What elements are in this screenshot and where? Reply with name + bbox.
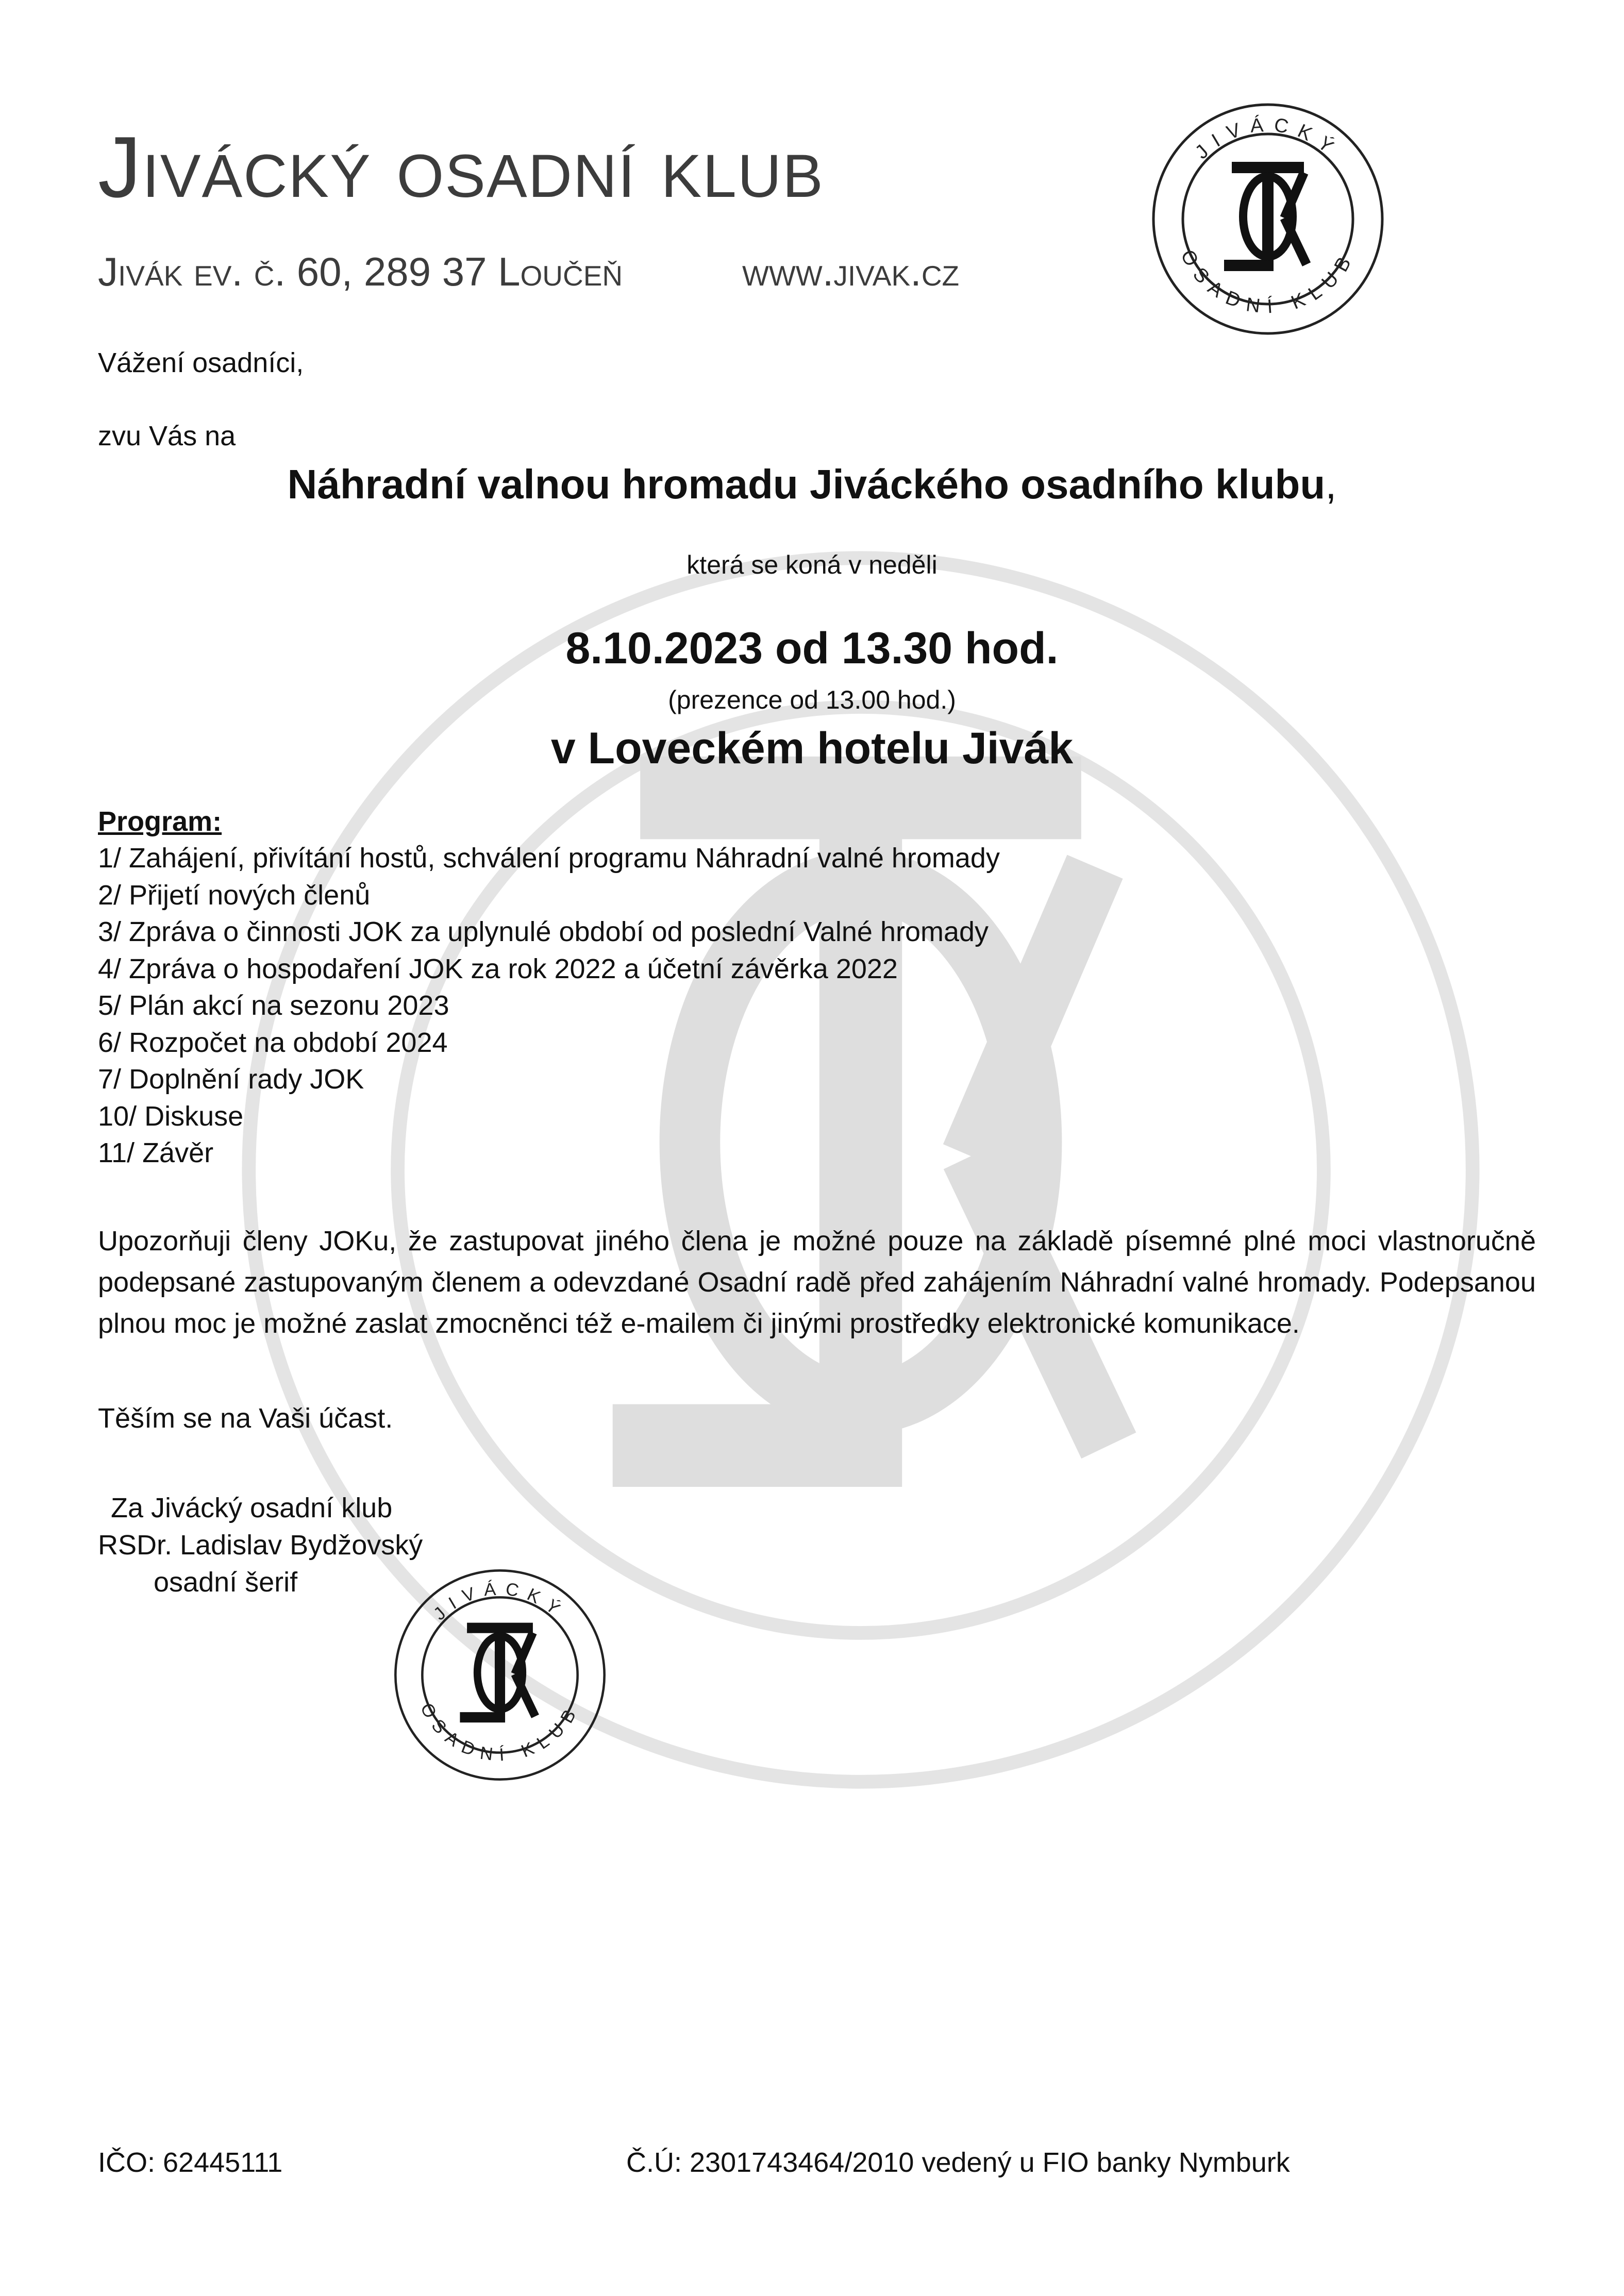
closing: Těším se na Vaši účast.: [98, 1403, 393, 1434]
event-datetime: 8.10.2023 od 13.30 hod.: [565, 624, 1059, 673]
organization-title: Jivácký osadní klub: [98, 119, 824, 215]
seal-upper-text: JIVÁCKÝ: [1191, 113, 1345, 164]
program-list: [98, 840, 1000, 1172]
stamp-lower-text: OSADNÍ KLUB: [416, 1700, 584, 1766]
when-intro: která se koná v neděli: [687, 550, 937, 579]
club-seal-logo: [1149, 100, 1386, 338]
program-item: 4/ Zpráva o hospodaření JOK za rok 2022 a účetní závěrka 2022: [98, 953, 898, 984]
footer-bank-account: Č.Ú: 2301743464/2010 vedený u FIO banky Nymburk: [626, 2147, 1290, 2178]
event-name-punct: ,: [1325, 461, 1337, 507]
program-item: 11/ Závěr: [98, 1137, 214, 1168]
event-name: [0, 460, 1624, 509]
footer-ico: IČO: 62445111: [98, 2147, 283, 2178]
signature-name: RSDr. Ladislav Bydžovský: [98, 1530, 423, 1561]
organization-address: Jivák ev. č. 60, 289 37 Loučeň: [98, 249, 623, 294]
organization-website: www.jivak.cz: [742, 249, 960, 294]
program-item: 5/ Plán akcí na sezonu 2023: [98, 990, 449, 1021]
svg-text:JIVÁCKÝ: [430, 1579, 570, 1624]
svg-text:JIVÁCKÝ: [1191, 113, 1345, 163]
stamp-upper-text: JIVÁCKÝ: [430, 1579, 570, 1624]
program-item: 10/ Diskuse: [98, 1100, 244, 1132]
program-item: 1/ Zahájení, přivítání hostů, schválení programu Náhradní valné hromady: [98, 843, 1000, 874]
registration-time: (prezence od 13.00 hod.): [668, 685, 956, 714]
program-item: 2/ Přijetí nových členů: [98, 879, 371, 911]
signature-organization: Za Jivácký osadní klub: [111, 1493, 393, 1523]
signature-stamp: [392, 1567, 608, 1783]
proxy-notice: Upozorňuji členy JOKu, že zastupovat jiného člena je možné pouze na základě písemné plné moci vlastnoručně podepsané zastupovaným členem a odevzdané Osadní radě před zahájením Náhradní valné hromady. Podepsanou plnou moc je možné zaslat zmocněnci též e-mailem či jinými prostředky elektronické komunikace.: [98, 1226, 1536, 1339]
program-item: 3/ Zpráva o činnosti JOK za uplynulé období od poslední Valné hromady: [98, 916, 989, 947]
program-title: Program:: [98, 806, 222, 837]
event-venue: v Loveckém hotelu Jivák: [550, 724, 1074, 773]
signature-role: osadní šerif: [154, 1567, 298, 1598]
seal-lower-text: OSADNÍ KLUB: [1176, 246, 1360, 319]
event-name-text: Náhradní valnou hromadu Jiváckého osadního klubu: [287, 461, 1326, 507]
program-item: 6/ Rozpočet na období 2024: [98, 1027, 448, 1058]
salutation: Vážení osadníci,: [98, 347, 304, 378]
invite-intro: zvu Vás na: [98, 421, 236, 451]
program-item: 7/ Doplnění rady JOK: [98, 1064, 364, 1095]
